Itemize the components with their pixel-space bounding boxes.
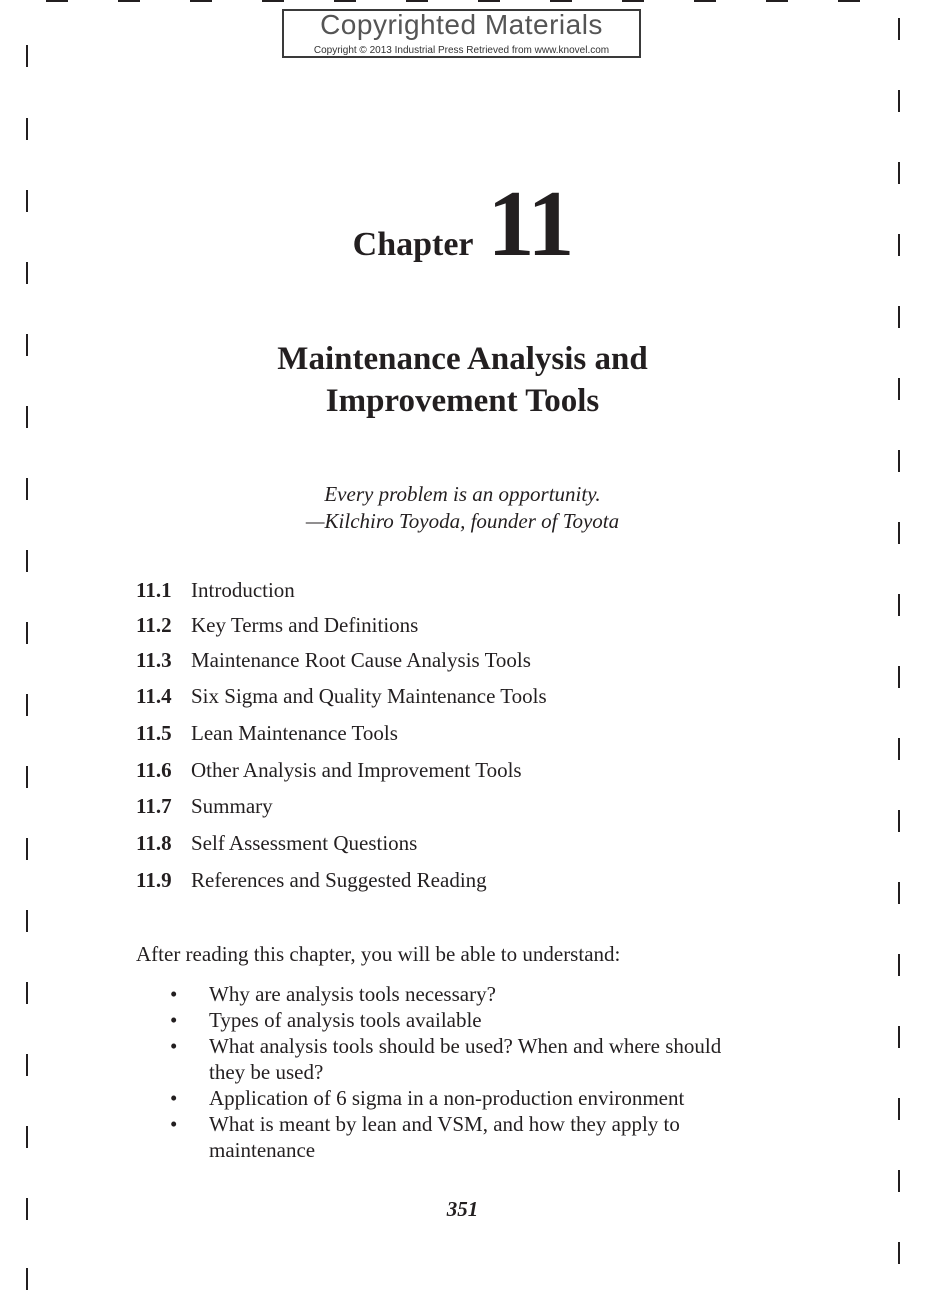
bullet-icon: • (170, 1034, 178, 1058)
toc-item-title: Other Analysis and Improvement Tools (191, 758, 522, 782)
toc-item-number: 11.6 (136, 758, 172, 782)
epigraph-attribution: —Kilchiro Toyoda, founder of Toyota (305, 509, 620, 533)
toc-item-number: 11.1 (136, 578, 172, 602)
toc-item[interactable] (136, 794, 273, 819)
bullet-icon: • (170, 1008, 178, 1032)
toc-item-title: Six Sigma and Quality Maintenance Tools (191, 684, 547, 708)
toc-item[interactable] (136, 684, 547, 709)
toc-item-title: Self Assessment Questions (191, 831, 418, 855)
page-number: 351 (446, 1197, 479, 1221)
toc-item-number: 11.4 (136, 684, 172, 708)
objective-text: Why are analysis tools necessary? (209, 982, 496, 1006)
objective-text-continued: they be used? (209, 1060, 324, 1084)
objective-text: What analysis tools should be used? When and where should (209, 1034, 722, 1058)
bullet-icon: • (170, 982, 178, 1006)
objectives-intro: After reading this chapter, you will be able to understand: (136, 942, 621, 966)
objective-item (170, 1033, 770, 1085)
objective-text: What is meant by lean and VSM, and how they apply to (209, 1112, 680, 1136)
chapter-label: Chapter (352, 226, 474, 263)
toc-item[interactable] (136, 613, 418, 638)
toc-item[interactable] (136, 648, 531, 673)
copyright-subtitle: Copyright © 2013 Industrial Press Retrieved from www.knovel.com (313, 45, 610, 56)
chapter-title-line2: Improvement Tools (325, 383, 600, 419)
toc-item-number: 11.7 (136, 794, 172, 818)
copyright-banner (282, 9, 641, 58)
chapter-heading (0, 170, 925, 278)
toc-item-title: Key Terms and Definitions (191, 613, 419, 637)
toc-item[interactable] (136, 831, 417, 856)
objective-text: Application of 6 sigma in a non-production environment (209, 1086, 685, 1110)
toc-item[interactable] (136, 758, 522, 783)
toc-item-number: 11.9 (136, 868, 172, 892)
toc-item-number: 11.2 (136, 613, 172, 637)
bullet-icon: • (170, 1086, 178, 1110)
epigraph (0, 481, 925, 535)
chapter-number: 11 (487, 172, 573, 276)
toc-item-title: Lean Maintenance Tools (191, 721, 398, 745)
objective-item (170, 981, 770, 1007)
objective-item (170, 1085, 770, 1111)
toc-item-number: 11.5 (136, 721, 172, 745)
toc-item-title: References and Suggested Reading (191, 868, 487, 892)
copyright-title: Copyrighted Materials (320, 9, 603, 40)
objective-text: Types of analysis tools available (209, 1008, 482, 1032)
toc-item-number: 11.8 (136, 831, 172, 855)
toc-item[interactable] (136, 578, 295, 603)
objective-text-continued: maintenance (209, 1138, 316, 1162)
toc-item-title: Summary (191, 794, 273, 818)
toc-item[interactable] (136, 721, 398, 746)
toc-item-title: Maintenance Root Cause Analysis Tools (191, 648, 531, 672)
objective-item (170, 1007, 770, 1033)
bullet-icon: • (170, 1112, 178, 1136)
epigraph-quote: Every problem is an opportunity. (324, 482, 601, 506)
objectives-list (170, 981, 770, 1163)
chapter-title-line1: Maintenance Analysis and (277, 341, 648, 377)
toc-item-number: 11.3 (136, 648, 172, 672)
toc-item[interactable] (136, 868, 487, 893)
toc-item-title: Introduction (191, 578, 295, 602)
objective-item (170, 1111, 770, 1163)
chapter-title (0, 338, 925, 422)
